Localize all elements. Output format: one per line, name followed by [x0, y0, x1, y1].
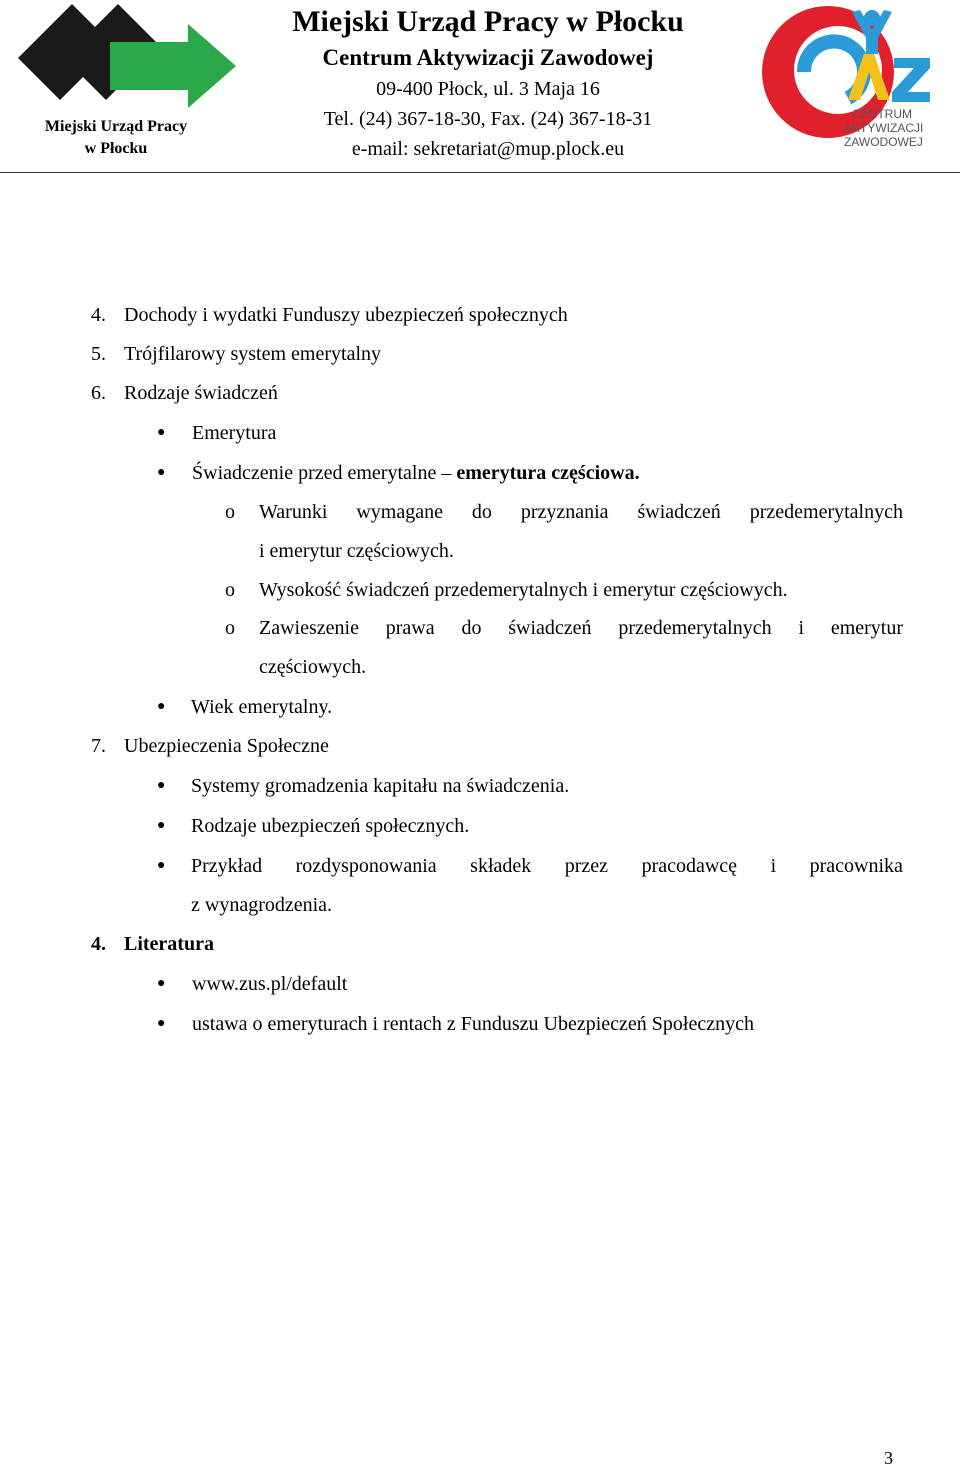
- caz-logo-icon: [760, 2, 935, 152]
- item-number: 5.: [91, 343, 106, 365]
- item-text: Dochody i wydatki Funduszy ubezpieczeń społecznych: [124, 304, 568, 326]
- bullet-icon: ●: [157, 976, 166, 991]
- page-header: [0, 0, 960, 175]
- header-contact-block: [250, 0, 726, 164]
- sub-marker: o: [225, 617, 235, 639]
- sub-item-text: Warunki wymagane do przyznania świadczeń przedemerytalnych: [259, 501, 903, 523]
- header-divider: [0, 172, 960, 173]
- section-heading: Literatura: [124, 933, 214, 955]
- bullet-icon: ●: [157, 699, 166, 714]
- reference-link: www.zus.pl/default: [192, 973, 348, 995]
- item-number: 4.: [91, 304, 106, 326]
- item-text: Ubezpieczenia Społeczne: [124, 735, 329, 757]
- svg-text:AKTYWIZACJI: AKTYWIZACJI: [844, 121, 924, 135]
- item-number: 4.: [91, 933, 106, 955]
- bullet-icon: ●: [157, 858, 166, 873]
- bullet-text: Emerytura: [192, 422, 277, 444]
- item-text: Trójfilarowy system emerytalny: [124, 343, 382, 365]
- bold-emphasis: emerytura częściowa.: [456, 462, 640, 484]
- sub-item-text: Zawieszenie prawa do świadczeń przedemerytalnych i emerytur: [259, 617, 903, 639]
- bullet-text: Rodzaje ubezpieczeń społecznych.: [191, 815, 470, 837]
- page-number: 3: [884, 1448, 893, 1468]
- sub-item-text: Wysokość świadczeń przedemerytalnych i emerytur częściowych.: [259, 579, 788, 601]
- bullet-icon: ●: [157, 425, 166, 440]
- sub-marker: o: [225, 501, 235, 523]
- mup-logo-icon: [10, 0, 240, 110]
- svg-text:ZAWODOWEJ: ZAWODOWEJ: [844, 135, 923, 149]
- svg-text:CENTRUM: CENTRUM: [852, 107, 912, 121]
- sub-marker: o: [225, 579, 235, 601]
- item-number: 6.: [91, 382, 106, 404]
- bullet-icon: ●: [157, 465, 166, 480]
- mup-name: Miejski Urząd Pracy w Płocku: [44, 118, 188, 157]
- header-email: e-mail: sekretariat@mup.plock.eu: [351, 138, 625, 160]
- item-text: Rodzaje świadczeń: [124, 382, 278, 404]
- bullet-text: Świadczenie przed emerytalne – emerytura częściowa.: [192, 462, 640, 484]
- header-title: Miejski Urząd Pracy w Płocku: [292, 5, 684, 38]
- sub-item-text-cont: częściowych.: [259, 656, 367, 678]
- reference-text: ustawa o emeryturach i rentach z Funduszu Ubezpieczeń Społecznych: [192, 1013, 754, 1035]
- bullet-icon: ●: [157, 778, 166, 793]
- header-phone: Tel. (24) 367-18-30, Fax. (24) 367-18-31: [323, 108, 653, 130]
- header-address: 09-400 Płock, ul. 3 Maja 16: [376, 78, 600, 100]
- bullet-text: Wiek emerytalny.: [191, 696, 333, 718]
- item-number: 7.: [91, 735, 106, 757]
- sub-item-text-cont: i emerytur częściowych.: [259, 540, 454, 562]
- header-subtitle: Centrum Aktywizacji Zawodowej: [322, 45, 654, 70]
- bullet-text: Przykład rozdysponowania składek przez pracodawcę i pracownika: [191, 855, 903, 877]
- bullet-text: Systemy gromadzenia kapitału na świadczenia.: [191, 775, 570, 797]
- bullet-icon: ●: [157, 1016, 166, 1031]
- bullet-text-cont: z wynagrodzenia.: [191, 894, 333, 916]
- bullet-icon: ●: [157, 818, 166, 833]
